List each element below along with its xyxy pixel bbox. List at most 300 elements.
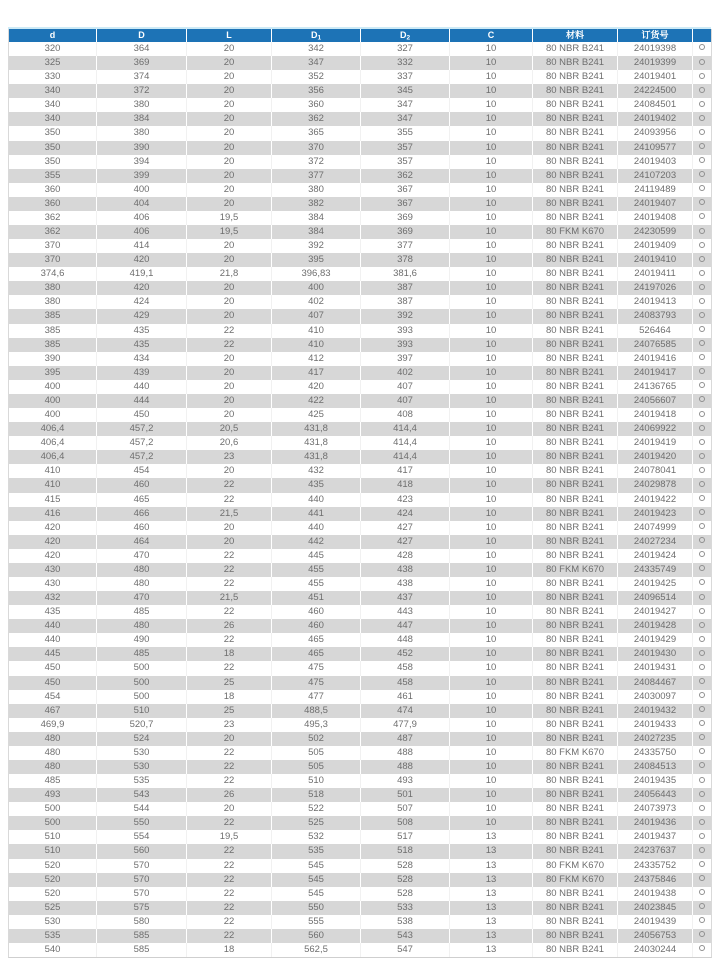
cell-order_no: 24030097 [618,690,693,704]
cell-d: 416 [9,507,97,521]
col-header-availability [693,29,711,42]
cell-D2: 407 [361,380,450,394]
availability-circle-icon [699,875,705,881]
table-row [9,56,711,70]
cell-availability [693,493,711,507]
table-row [9,155,711,169]
cell-C: 10 [450,183,533,197]
cell-L: 22 [187,549,272,563]
cell-availability [693,901,711,915]
cell-D1: 432 [272,464,361,478]
cell-D: 434 [97,352,187,366]
cell-L: 19,5 [187,225,272,239]
cell-d: 430 [9,563,97,577]
col-header-L-label: L [226,30,232,40]
cell-D2: 452 [361,647,450,661]
cell-d: 430 [9,577,97,591]
cell-d: 340 [9,84,97,98]
cell-D2: 357 [361,155,450,169]
cell-C: 10 [450,507,533,521]
cell-C: 10 [450,591,533,605]
cell-L: 22 [187,577,272,591]
cell-D: 550 [97,816,187,830]
cell-d: 480 [9,760,97,774]
cell-d: 510 [9,844,97,858]
cell-d: 320 [9,42,97,56]
cell-L: 22 [187,887,272,901]
cell-order_no: 24335749 [618,563,693,577]
cell-D2: 337 [361,70,450,84]
cell-C: 10 [450,774,533,788]
cell-D1: 522 [272,802,361,816]
cell-L: 19,5 [187,830,272,844]
cell-D2: 418 [361,478,450,492]
cell-D: 406 [97,211,187,225]
cell-availability [693,112,711,126]
cell-D: 554 [97,830,187,844]
table-row [9,211,711,225]
cell-material: 80 NBR B241 [533,760,618,774]
cell-D: 585 [97,943,187,957]
cell-D: 464 [97,535,187,549]
cell-C: 10 [450,338,533,352]
cell-order_no: 24076585 [618,338,693,352]
cell-D1: 396,83 [272,267,361,281]
cell-availability [693,732,711,746]
cell-D1: 455 [272,563,361,577]
table-row [9,901,711,915]
cell-C: 10 [450,84,533,98]
cell-availability [693,563,711,577]
cell-C: 13 [450,859,533,873]
cell-L: 19,5 [187,211,272,225]
cell-C: 10 [450,704,533,718]
cell-availability [693,98,711,112]
cell-order_no: 24019418 [618,408,693,422]
table-row [9,943,711,957]
cell-material: 80 NBR B241 [533,718,618,732]
cell-L: 22 [187,633,272,647]
table-row [9,112,711,126]
availability-circle-icon [699,199,705,205]
cell-D1: 455 [272,577,361,591]
table-row [9,98,711,112]
cell-order_no: 24119489 [618,183,693,197]
table-row [9,450,711,464]
cell-material: 80 NBR B241 [533,141,618,155]
cell-material: 80 NBR B241 [533,802,618,816]
cell-D1: 518 [272,788,361,802]
cell-D2: 347 [361,112,450,126]
availability-circle-icon [699,185,705,191]
cell-C: 10 [450,718,533,732]
cell-L: 20 [187,464,272,478]
availability-circle-icon [699,228,705,234]
cell-d: 445 [9,647,97,661]
cell-material: 80 NBR B241 [533,535,618,549]
availability-circle-icon [699,354,705,360]
cell-C: 13 [450,929,533,943]
cell-material: 80 NBR B241 [533,450,618,464]
cell-L: 23 [187,718,272,732]
table-row [9,929,711,943]
cell-material: 80 NBR B241 [533,380,618,394]
cell-d: 410 [9,478,97,492]
cell-order_no: 24237637 [618,844,693,858]
table-row [9,253,711,267]
cell-D2: 392 [361,309,450,323]
cell-material: 80 NBR B241 [533,591,618,605]
cell-d: 493 [9,788,97,802]
cell-availability [693,267,711,281]
cell-D2: 367 [361,197,450,211]
cell-L: 22 [187,338,272,352]
cell-C: 13 [450,901,533,915]
cell-D: 406 [97,225,187,239]
table-row [9,225,711,239]
cell-D2: 448 [361,633,450,647]
cell-d: 395 [9,366,97,380]
cell-D2: 408 [361,408,450,422]
cell-material: 80 FKM K670 [533,873,618,887]
cell-D: 480 [97,619,187,633]
cell-D2: 362 [361,169,450,183]
cell-D2: 427 [361,535,450,549]
cell-C: 10 [450,197,533,211]
table-body [9,42,711,957]
cell-availability [693,394,711,408]
cell-C: 10 [450,211,533,225]
cell-availability [693,436,711,450]
availability-circle-icon [699,706,705,712]
cell-C: 13 [450,915,533,929]
cell-d: 374,6 [9,267,97,281]
cell-D: 585 [97,929,187,943]
cell-order_no: 24019435 [618,774,693,788]
cell-material: 80 NBR B241 [533,42,618,56]
cell-L: 20 [187,183,272,197]
cell-L: 21,5 [187,507,272,521]
cell-D1: 370 [272,141,361,155]
cell-C: 10 [450,760,533,774]
col-header-C-label: C [487,30,495,40]
cell-availability [693,42,711,56]
cell-material: 80 NBR B241 [533,324,618,338]
cell-D: 444 [97,394,187,408]
cell-D2: 438 [361,577,450,591]
cell-d: 432 [9,591,97,605]
cell-d: 390 [9,352,97,366]
cell-availability [693,169,711,183]
cell-availability [693,56,711,70]
cell-L: 20 [187,70,272,84]
table-row [9,873,711,887]
cell-L: 18 [187,647,272,661]
cell-availability [693,619,711,633]
cell-C: 10 [450,366,533,380]
cell-availability [693,591,711,605]
cell-D1: 495,3 [272,718,361,732]
cell-D: 420 [97,281,187,295]
cell-d: 469,9 [9,718,97,732]
cell-material: 80 NBR B241 [533,197,618,211]
availability-circle-icon [699,833,705,839]
availability-circle-icon [699,720,705,726]
cell-availability [693,830,711,844]
availability-circle-icon [699,213,705,219]
cell-order_no: 24084501 [618,98,693,112]
cell-d: 340 [9,98,97,112]
cell-D1: 475 [272,661,361,675]
cell-L: 21,5 [187,591,272,605]
cell-availability [693,84,711,98]
cell-L: 20 [187,535,272,549]
col-header-D-label: D [138,30,145,40]
cell-material: 80 NBR B241 [533,253,618,267]
cell-material: 80 NBR B241 [533,704,618,718]
cell-D: 480 [97,577,187,591]
cell-order_no: 24019409 [618,239,693,253]
cell-D2: 474 [361,704,450,718]
cell-order_no: 24375846 [618,873,693,887]
cell-order_no: 24030244 [618,943,693,957]
cell-C: 10 [450,42,533,56]
cell-C: 10 [450,98,533,112]
cell-C: 10 [450,563,533,577]
table-row [9,746,711,760]
availability-circle-icon [699,157,705,163]
cell-order_no: 24136765 [618,380,693,394]
cell-D1: 545 [272,887,361,901]
cell-order_no: 24019429 [618,633,693,647]
cell-C: 10 [450,535,533,549]
cell-availability [693,507,711,521]
cell-order_no: 24019422 [618,493,693,507]
cell-L: 22 [187,929,272,943]
cell-d: 440 [9,619,97,633]
availability-circle-icon [699,44,705,50]
cell-availability [693,788,711,802]
cell-D1: 465 [272,633,361,647]
col-header-material [533,29,618,42]
cell-material: 80 FKM K670 [533,225,618,239]
cell-C: 10 [450,816,533,830]
cell-availability [693,309,711,323]
cell-material: 80 NBR B241 [533,126,618,140]
cell-material: 80 NBR B241 [533,281,618,295]
cell-C: 10 [450,746,533,760]
cell-material: 80 NBR B241 [533,112,618,126]
availability-circle-icon [699,889,705,895]
cell-order_no: 24084513 [618,760,693,774]
cell-order_no: 24019407 [618,197,693,211]
availability-circle-icon [699,453,705,459]
cell-D2: 547 [361,943,450,957]
cell-D1: 560 [272,929,361,943]
cell-L: 20 [187,197,272,211]
cell-D: 500 [97,690,187,704]
table-row [9,422,711,436]
cell-D1: 441 [272,507,361,521]
cell-order_no: 24107203 [618,169,693,183]
cell-D1: 505 [272,746,361,760]
cell-D: 429 [97,309,187,323]
availability-circle-icon [699,608,705,614]
cell-order_no: 24019413 [618,295,693,309]
cell-d: 380 [9,295,97,309]
cell-order_no: 24019438 [618,887,693,901]
col-header-material-label: 材料 [565,30,584,40]
cell-d: 450 [9,676,97,690]
cell-D1: 460 [272,605,361,619]
availability-circle-icon [699,903,705,909]
cell-d: 330 [9,70,97,84]
cell-D1: 440 [272,521,361,535]
cell-order_no: 24019419 [618,436,693,450]
cell-L: 20 [187,141,272,155]
cell-d: 350 [9,155,97,169]
cell-D1: 451 [272,591,361,605]
cell-availability [693,535,711,549]
cell-material: 80 NBR B241 [533,239,618,253]
cell-availability [693,225,711,239]
cell-material: 80 NBR B241 [533,943,618,957]
cell-L: 22 [187,774,272,788]
table-row [9,126,711,140]
cell-D: 490 [97,633,187,647]
cell-D: 457,2 [97,422,187,436]
cell-order_no: 24019411 [618,267,693,281]
cell-L: 20 [187,309,272,323]
cell-D: 480 [97,563,187,577]
cell-material: 80 NBR B241 [533,676,618,690]
cell-order_no: 24019430 [618,647,693,661]
cell-availability [693,774,711,788]
cell-d: 350 [9,126,97,140]
col-header-C [450,29,533,42]
cell-d: 535 [9,929,97,943]
cell-D2: 393 [361,338,450,352]
table-row [9,661,711,675]
table-row [9,493,711,507]
availability-circle-icon [699,565,705,571]
availability-circle-icon [699,439,705,445]
cell-L: 20 [187,126,272,140]
cell-material: 80 NBR B241 [533,267,618,281]
cell-D: 372 [97,84,187,98]
col-header-D1-label: D [310,30,318,40]
cell-L: 22 [187,493,272,507]
cell-L: 20 [187,802,272,816]
cell-order_no: 24056607 [618,394,693,408]
cell-D1: 488,5 [272,704,361,718]
cell-D: 384 [97,112,187,126]
availability-circle-icon [699,931,705,937]
cell-D: 500 [97,661,187,675]
cell-D: 580 [97,915,187,929]
availability-circle-icon [699,847,705,853]
cell-material: 80 NBR B241 [533,647,618,661]
cell-material: 80 NBR B241 [533,690,618,704]
cell-D: 560 [97,844,187,858]
availability-circle-icon [699,495,705,501]
table-row [9,549,711,563]
availability-circle-icon [699,143,705,149]
cell-L: 20 [187,295,272,309]
table-row [9,788,711,802]
cell-C: 13 [450,887,533,901]
cell-D1: 445 [272,549,361,563]
table-row [9,464,711,478]
cell-C: 10 [450,788,533,802]
availability-circle-icon [699,129,705,135]
cell-D: 530 [97,746,187,760]
cell-D1: 410 [272,338,361,352]
cell-material: 80 NBR B241 [533,183,618,197]
cell-d: 467 [9,704,97,718]
cell-L: 20 [187,352,272,366]
cell-availability [693,295,711,309]
cell-order_no: 24074999 [618,521,693,535]
col-header-D2 [361,29,450,42]
cell-C: 10 [450,619,533,633]
col-header-order-no [618,29,693,42]
cell-C: 13 [450,844,533,858]
cell-material: 80 NBR B241 [533,436,618,450]
cell-D2: 518 [361,844,450,858]
cell-d: 420 [9,521,97,535]
cell-D: 470 [97,591,187,605]
cell-D: 485 [97,605,187,619]
availability-circle-icon [699,762,705,768]
cell-material: 80 NBR B241 [533,366,618,380]
cell-availability [693,478,711,492]
availability-circle-icon [699,298,705,304]
availability-circle-icon [699,594,705,600]
col-header-d-label: d [49,30,56,40]
cell-D1: 384 [272,225,361,239]
cell-C: 10 [450,267,533,281]
cell-C: 10 [450,126,533,140]
cell-D1: 356 [272,84,361,98]
cell-L: 22 [187,661,272,675]
cell-material: 80 NBR B241 [533,352,618,366]
cell-L: 22 [187,873,272,887]
cell-availability [693,464,711,478]
cell-D2: 488 [361,760,450,774]
cell-L: 20,5 [187,422,272,436]
cell-D1: 550 [272,901,361,915]
cell-material: 80 NBR B241 [533,295,618,309]
availability-circle-icon [699,481,705,487]
cell-D2: 447 [361,619,450,633]
cell-D2: 424 [361,507,450,521]
cell-material: 80 NBR B241 [533,507,618,521]
cell-availability [693,338,711,352]
cell-order_no: 24019424 [618,549,693,563]
table-row [9,295,711,309]
cell-D: 414 [97,239,187,253]
cell-order_no: 24335752 [618,859,693,873]
cell-material: 80 FKM K670 [533,563,618,577]
cell-d: 360 [9,197,97,211]
cell-D1: 400 [272,281,361,295]
cell-L: 20 [187,84,272,98]
cell-C: 10 [450,309,533,323]
cell-material: 80 NBR B241 [533,619,618,633]
availability-circle-icon [699,284,705,290]
cell-C: 10 [450,802,533,816]
